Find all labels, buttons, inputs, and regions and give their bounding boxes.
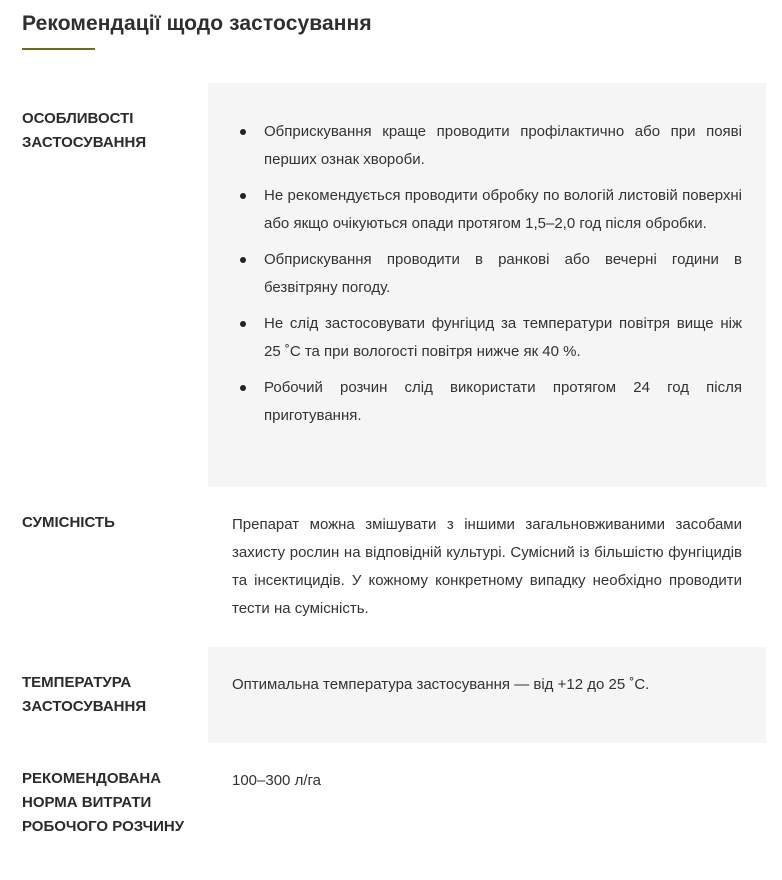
list-item-text: Обприскування проводити в ранкові або вечерні години в безвітряну погоду. [264,251,742,296]
row-compatibility [22,487,766,647]
row-application-features [22,83,766,487]
bullet-dot-icon [240,129,246,135]
list-item [264,374,742,430]
list-item-text: Обприскування краще проводити профілактично або при появі перших ознак хвороби. [264,123,742,168]
bullet-dot-icon [240,321,246,327]
list-item [264,246,742,302]
compatibility-text: Препарат можна змішувати з іншими загальновживаними засобами захисту рослин на відповідній культурі. Сумісний із більшістю фунгіцидів та інсектицидів. У кожному конкретному випадку необхідно проводити тести на сумісність. [232,516,742,617]
row-body-solution-rate [208,743,766,880]
bullet-dot-icon [240,385,246,391]
row-label-application-temperature: ТЕМПЕРАТУРА ЗАСТОСУВАННЯ [22,674,147,715]
list-item-text: Не рекомендується проводити обробку по вологій листовій поверхні або якщо очікуються опади протягом 1,5–2,0 год після обробки. [264,187,742,232]
row-label-application-features: ОСОБЛИВОСТІ ЗАСТОСУВАННЯ [22,110,147,151]
row-solution-rate [22,743,766,880]
list-item-text: Не слід застосовувати фунгіцид за температури повітря вище ніж 25 ˚С та при вологості повітря нижче як 40 %. [264,315,742,360]
list-item [264,182,742,238]
row-body-application-features [208,83,766,487]
bullet-dot-icon [240,193,246,199]
row-label-compatibility: СУМІСНІСТЬ [22,514,115,531]
section-title: Рекомендації щодо застосування [22,12,372,35]
row-body-compatibility [208,487,766,647]
solution-rate-text: 100–300 л/га [232,772,321,789]
bullet-dot-icon [240,257,246,263]
list-item [264,310,742,366]
row-application-temperature [22,647,766,743]
temperature-text: Оптимальна температура застосування — від +12 до 25 ˚С. [232,676,650,693]
features-bullet-list [232,118,742,430]
list-item [264,118,742,174]
row-label-solution-rate: РЕКОМЕНДОВАНА НОРМА ВИТРАТИ РОБОЧОГО РОЗЧИНУ [22,770,185,835]
title-underline [22,48,95,50]
row-body-application-temperature [208,647,766,743]
list-item-text: Робочий розчин слід використати протягом 24 год після приготування. [264,379,742,424]
